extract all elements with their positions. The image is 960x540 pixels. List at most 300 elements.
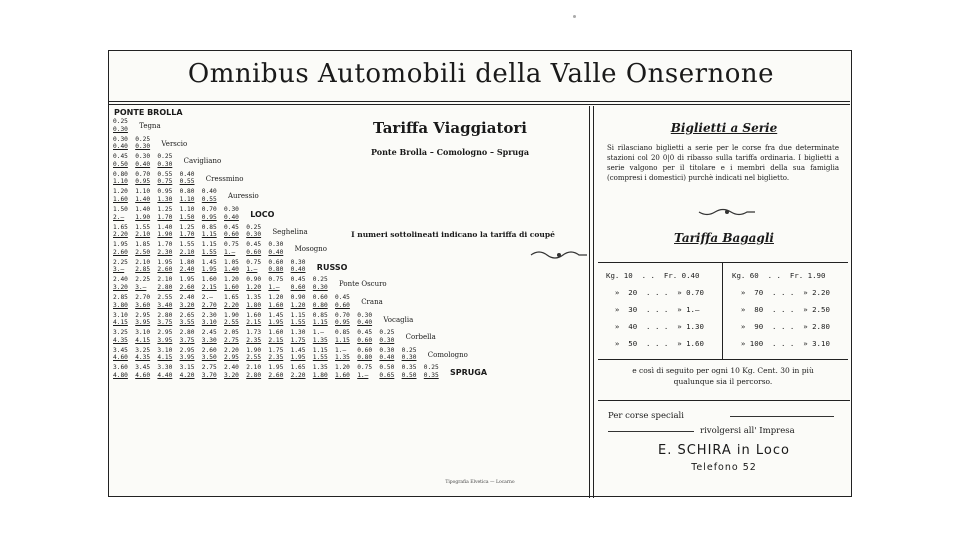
- fare-coupe: 1.70: [179, 231, 195, 239]
- fare-coupe: 0.75: [157, 178, 173, 186]
- fare-coupe: 0.40: [135, 160, 151, 168]
- fare-cell: [135, 259, 157, 274]
- fare-normal: 1.35: [246, 294, 262, 301]
- fare-normal: 2.80: [179, 329, 195, 337]
- fare-coupe: 4.40: [157, 371, 173, 379]
- baggage-row: Kg. 60 . . Fr. 1.90: [732, 271, 826, 280]
- fare-coupe: 1.60: [335, 371, 350, 379]
- fare-coupe: 1.20: [290, 301, 306, 309]
- fare-normal: 1.90: [224, 311, 239, 319]
- station-name: Cavigliano: [183, 157, 222, 166]
- fare-coupe: 2.85: [135, 266, 151, 274]
- baggage-note-line1: e così di seguito per ogni 10 Kg. Cent. 30 in più: [632, 366, 814, 375]
- station-name: Cressmino: [205, 174, 244, 183]
- fare-normal: 0.30: [268, 241, 284, 249]
- fare-normal: 0.90: [246, 276, 262, 284]
- fare-normal: 1.25: [179, 223, 195, 231]
- fare-cell: [157, 241, 179, 256]
- fare-coupe: 3.20: [224, 371, 239, 379]
- fare-normal: 3.10: [113, 311, 128, 319]
- fare-coupe: 3.50: [201, 354, 217, 362]
- fare-coupe: 0.60: [357, 336, 373, 344]
- fare-normal: 0.25: [246, 223, 262, 231]
- fare-coupe: 4.20: [179, 371, 195, 379]
- fare-normal: 3.10: [135, 329, 151, 337]
- fare-coupe: 3.95: [157, 336, 173, 344]
- fare-coupe: 2.80: [157, 283, 173, 291]
- fare-cell: [180, 364, 202, 379]
- bagagli-heading: Tariffa Bagagli: [674, 231, 774, 245]
- fare-normal: 0.90: [290, 294, 306, 301]
- fare-normal: 0.30: [113, 135, 128, 143]
- fare-coupe: 1.20: [246, 283, 262, 291]
- fare-normal: 1.50: [113, 206, 128, 213]
- fare-normal: 1.20: [268, 294, 284, 301]
- fare-coupe: 0.60: [290, 283, 306, 291]
- fare-normal: 2.60: [201, 346, 217, 354]
- fare-cell: [113, 206, 135, 221]
- fare-normal: 2.95: [157, 329, 173, 337]
- fare-coupe: 0.80: [357, 354, 373, 362]
- fare-coupe: 2.40: [179, 266, 195, 274]
- fare-cell: [246, 347, 268, 362]
- fare-normal: 2.20: [224, 346, 239, 354]
- fare-normal: 0.70: [135, 170, 151, 178]
- fare-cell: [246, 364, 268, 379]
- fare-normal: 1.20: [224, 276, 239, 284]
- fare-cell: [246, 312, 268, 327]
- fare-coupe: 1.30: [157, 195, 173, 203]
- fare-normal: 1.15: [290, 311, 306, 319]
- fare-normal: 1.65: [113, 223, 128, 231]
- fare-cell: [157, 347, 179, 362]
- fare-normal: 2.30: [201, 311, 217, 319]
- fare-coupe: 0.30: [113, 125, 128, 133]
- fare-normal: 0.85: [335, 329, 350, 337]
- fare-normal: 2.45: [201, 329, 217, 337]
- fare-cell: [135, 136, 157, 151]
- fare-coupe: 1.15: [312, 319, 328, 327]
- fare-cell: [135, 241, 157, 256]
- fare-cell: [224, 312, 246, 327]
- fare-cell: [357, 312, 379, 327]
- fare-normal: 0.75: [268, 276, 284, 284]
- fare-cell: [424, 364, 446, 379]
- baggage-note: [603, 365, 843, 387]
- fare-coupe: 0.60: [335, 301, 350, 309]
- fare-cell: [268, 259, 290, 274]
- fare-coupe: 1.95: [268, 319, 284, 327]
- baggage-row: Kg. 10 . . Fr. 0.40: [606, 271, 700, 280]
- fare-normal: 0.25: [379, 329, 395, 337]
- fare-coupe: 1.15: [201, 231, 217, 239]
- fare-normal: 0.80: [113, 170, 128, 178]
- fare-normal: 0.25: [312, 276, 328, 284]
- fare-normal: 3.60: [113, 364, 128, 372]
- first-station: PONTE BROLLA: [114, 108, 183, 117]
- fare-normal: 2.—: [201, 294, 213, 301]
- tariff-heading: Tariffa Viaggiatori: [372, 119, 528, 137]
- fill-line: [730, 416, 834, 417]
- fare-cell: [135, 171, 157, 186]
- fare-coupe: 0.55: [179, 178, 195, 186]
- fare-cell: [291, 276, 313, 291]
- fare-cell: [224, 294, 246, 309]
- station-name: RUSSO: [316, 262, 348, 272]
- fare-cell: [246, 259, 268, 274]
- fare-normal: 1.25: [157, 206, 173, 213]
- fare-normal: 0.30: [135, 153, 151, 161]
- fare-normal: 2.10: [246, 364, 262, 372]
- fare-normal: 0.35: [401, 364, 417, 372]
- fare-coupe: 1.55: [312, 354, 328, 362]
- fare-cell: [335, 347, 357, 362]
- fare-cell: [291, 259, 313, 274]
- station-name: LOCO: [250, 210, 275, 219]
- fare-cell: [180, 259, 202, 274]
- fare-normal: 1.20: [335, 364, 350, 372]
- fare-cell: [135, 364, 157, 379]
- fare-coupe: 2.55: [246, 354, 262, 362]
- fare-normal: 1.95: [268, 364, 284, 372]
- fare-cell: [224, 224, 246, 239]
- fare-normal: 3.15: [179, 364, 195, 372]
- fare-coupe: 2.10: [179, 248, 195, 256]
- fare-coupe: 0.65: [379, 371, 395, 379]
- fare-cell: [379, 364, 401, 379]
- fare-coupe: 0.40: [113, 143, 128, 151]
- fare-normal: 0.30: [379, 346, 395, 354]
- fare-normal: 3.45: [113, 346, 128, 354]
- fare-coupe: 2.75: [224, 336, 239, 344]
- fare-normal: 2.70: [135, 294, 151, 301]
- fare-coupe: 1.10: [179, 195, 195, 203]
- fare-cell: [313, 329, 335, 344]
- fare-coupe: 0.30: [157, 160, 173, 168]
- speck: [573, 15, 576, 18]
- fare-coupe: 1.60: [113, 195, 128, 203]
- column-divider: [589, 106, 590, 498]
- fare-coupe: 4.35: [113, 336, 128, 344]
- fare-coupe: 2.35: [246, 336, 262, 344]
- fare-normal: 1.60: [268, 329, 284, 337]
- fare-normal: 1.60: [246, 311, 262, 319]
- fare-cell: [268, 294, 290, 309]
- fare-coupe: 1.95: [290, 354, 306, 362]
- station-name: Tegna: [139, 122, 161, 130]
- fare-cell: [224, 241, 246, 256]
- fare-normal: 1.85: [135, 241, 151, 249]
- fare-normal: 1.—: [335, 346, 347, 354]
- fare-coupe: 0.50: [401, 371, 417, 379]
- fare-cell: [224, 347, 246, 362]
- fare-normal: 2.25: [113, 258, 128, 266]
- fare-cell: [113, 171, 135, 186]
- fare-coupe: 1.90: [157, 231, 173, 239]
- fare-coupe: 0.95: [335, 319, 350, 327]
- fare-normal: 0.40: [201, 188, 217, 196]
- fare-normal: 0.75: [246, 258, 262, 266]
- fare-normal: 0.60: [268, 258, 284, 266]
- fare-cell: [202, 347, 224, 362]
- fare-cell: [113, 118, 135, 133]
- fare-coupe: 2.55: [224, 319, 239, 327]
- fare-cell: [180, 294, 202, 309]
- fare-coupe: 2.60: [113, 248, 128, 256]
- fare-coupe: 0.60: [246, 248, 262, 256]
- fare-normal: 0.55: [157, 170, 173, 178]
- baggage-row: » 100 . . . » 3.10: [732, 339, 830, 348]
- fare-coupe: 3.30: [201, 336, 217, 344]
- fare-coupe: 3.—: [135, 283, 147, 291]
- fare-cell: [313, 294, 335, 309]
- fare-coupe: 1.50: [179, 213, 195, 221]
- fare-cell: [157, 171, 179, 186]
- fare-cell: [113, 364, 135, 379]
- fare-cell: [357, 347, 379, 362]
- fare-cell: [291, 364, 313, 379]
- fare-cell: [157, 153, 179, 168]
- fare-cell: [291, 294, 313, 309]
- fare-cell: [379, 329, 401, 344]
- fare-normal: 0.30: [224, 206, 239, 213]
- fare-cell: [313, 312, 335, 327]
- fare-coupe: 1.—: [224, 248, 236, 256]
- fare-normal: 0.45: [224, 223, 239, 231]
- route-label: Ponte Brolla – Comologno – Spruga: [370, 147, 530, 157]
- ornament-icon-2: [697, 206, 757, 218]
- fare-coupe: 1.35: [335, 354, 350, 362]
- fare-normal: 0.70: [335, 311, 350, 319]
- fare-coupe: 2.60: [179, 283, 195, 291]
- fare-cell: [313, 276, 335, 291]
- fare-coupe: 2.80: [246, 371, 262, 379]
- fare-cell: [157, 312, 179, 327]
- fare-normal: 1.20: [113, 188, 128, 196]
- fare-coupe: 1.80: [312, 371, 328, 379]
- fare-coupe: 0.40: [379, 354, 395, 362]
- baggage-row: » 80 . . . » 2.50: [732, 305, 830, 314]
- fare-cell: [246, 276, 268, 291]
- fare-cell: [268, 329, 290, 344]
- fare-normal: 0.95: [157, 188, 173, 196]
- fare-normal: 2.40: [113, 276, 128, 284]
- title-rule-thin: [109, 104, 850, 105]
- station-name: Comologno: [427, 350, 468, 359]
- fare-normal: 1.65: [290, 364, 306, 372]
- fare-coupe: 1.55: [201, 248, 217, 256]
- fare-cell: [157, 276, 179, 291]
- fare-cell: [202, 329, 224, 344]
- fare-normal: 3.25: [135, 346, 151, 354]
- station-name: Auressio: [228, 192, 259, 201]
- fare-cell: [157, 329, 179, 344]
- special-line1: Per corse speciali: [608, 411, 684, 421]
- fare-coupe: 4.15: [135, 336, 151, 344]
- station-name: Vocaglia: [383, 315, 414, 324]
- fare-coupe: 2.60: [157, 266, 173, 274]
- fare-cell: [313, 347, 335, 362]
- fare-normal: 1.10: [135, 188, 151, 196]
- fare-coupe: 3.20: [179, 301, 195, 309]
- fare-coupe: 1.—: [268, 283, 280, 291]
- fare-normal: 2.10: [135, 258, 151, 266]
- fare-coupe: 1.15: [335, 336, 350, 344]
- baggage-col-right: [724, 263, 848, 359]
- fare-cell: [224, 329, 246, 344]
- fare-cell: [202, 206, 224, 221]
- fare-cell: [180, 171, 202, 186]
- fare-cell: [113, 153, 135, 168]
- fare-normal: 3.45: [135, 364, 151, 372]
- fare-coupe: 3.55: [179, 319, 195, 327]
- fare-coupe: 4.15: [113, 319, 128, 327]
- fare-normal: 1.15: [201, 241, 217, 249]
- fare-coupe: 3.95: [135, 319, 151, 327]
- fare-normal: 1.95: [113, 241, 128, 249]
- fare-coupe: 2.20: [290, 371, 306, 379]
- fare-normal: 0.75: [224, 241, 239, 249]
- baggage-row: » 20 . . . » 0.70: [606, 288, 704, 297]
- fare-coupe: 2.35: [268, 354, 284, 362]
- baggage-table: [598, 262, 848, 360]
- fare-cell: [402, 347, 424, 362]
- fare-cell: [202, 294, 224, 309]
- fare-coupe: 0.60: [224, 231, 239, 239]
- fare-cell: [113, 329, 135, 344]
- fare-coupe: 0.40: [290, 266, 306, 274]
- fare-normal: 2.05: [224, 329, 239, 337]
- fare-coupe: 0.80: [268, 266, 284, 274]
- fare-normal: 0.25: [157, 153, 173, 161]
- fare-normal: 1.55: [135, 223, 151, 231]
- fare-coupe: 2.20: [224, 301, 239, 309]
- fare-normal: 2.10: [157, 276, 173, 284]
- fare-normal: 1.65: [224, 294, 239, 301]
- company-name: E. SCHIRA in Loco: [657, 443, 790, 458]
- fare-cell: [180, 241, 202, 256]
- fare-coupe: 1.55: [290, 319, 306, 327]
- fare-coupe: 3.75: [157, 319, 173, 327]
- fare-cell: [268, 347, 290, 362]
- station-name: Ponte Oscuro: [339, 280, 387, 289]
- fare-coupe: 0.40: [268, 248, 284, 256]
- fare-cell: [157, 294, 179, 309]
- fare-cell: [313, 364, 335, 379]
- fare-coupe: 2.10: [135, 231, 151, 239]
- baggage-divider: [722, 263, 723, 359]
- fare-normal: 0.30: [357, 311, 373, 319]
- fare-coupe: 0.30: [135, 143, 151, 151]
- fare-cell: [202, 259, 224, 274]
- fare-cell: [113, 347, 135, 362]
- fare-normal: 1.45: [290, 346, 306, 354]
- fare-cell: [113, 312, 135, 327]
- fare-coupe: 2.95: [224, 354, 239, 362]
- fare-cell: [135, 188, 157, 203]
- station-name: Seghelina: [272, 227, 308, 236]
- fare-cell: [402, 364, 424, 379]
- fare-cell: [246, 224, 268, 239]
- fare-cell: [113, 188, 135, 203]
- fare-cell: [335, 294, 357, 309]
- fare-coupe: 1.40: [135, 195, 151, 203]
- baggage-row: » 90 . . . » 2.80: [732, 322, 830, 331]
- fare-coupe: 1.40: [224, 266, 239, 274]
- fare-normal: 1.90: [246, 346, 262, 354]
- coupe-note: I numeri sottolineati indicano la tariffa di coupé: [351, 230, 555, 239]
- fare-normal: 0.25: [113, 118, 128, 125]
- fare-cell: [157, 206, 179, 221]
- printer-credit: Tipografia Elvetica — Locarno: [445, 480, 515, 485]
- fare-cell: [135, 224, 157, 239]
- fare-cell: [113, 276, 135, 291]
- fare-normal: 0.45: [357, 329, 373, 337]
- fare-normal: 1.10: [179, 206, 195, 213]
- phone-number: Telefono 52: [691, 462, 757, 473]
- fare-normal: 0.45: [113, 153, 128, 161]
- fare-cell: [157, 224, 179, 239]
- fare-cell: [224, 364, 246, 379]
- fare-coupe: 3.—: [113, 266, 125, 274]
- fare-coupe: 0.30: [312, 283, 328, 291]
- fare-normal: 2.65: [179, 311, 195, 319]
- station-name: Mosogno: [294, 245, 327, 254]
- fare-normal: 0.85: [201, 223, 217, 231]
- fare-coupe: 4.35: [135, 354, 151, 362]
- fare-normal: 1.45: [201, 258, 217, 266]
- fare-normal: 0.30: [290, 258, 306, 266]
- baggage-row: » 30 . . . » 1.—: [606, 305, 700, 314]
- fare-normal: 0.25: [135, 135, 151, 143]
- fare-normal: 0.40: [179, 170, 195, 178]
- fare-coupe: 2.30: [157, 248, 173, 256]
- fare-normal: 1.80: [179, 258, 195, 266]
- fare-cell: [135, 294, 157, 309]
- fare-coupe: 4.60: [135, 371, 151, 379]
- station-name: SPRUGA: [450, 368, 488, 378]
- fare-cell: [135, 206, 157, 221]
- fare-cell: [268, 241, 290, 256]
- fare-cell: [202, 224, 224, 239]
- station-name: Verscio: [161, 139, 188, 148]
- fare-cell: [202, 364, 224, 379]
- fare-cell: [157, 188, 179, 203]
- fare-normal: 0.25: [423, 364, 439, 372]
- fare-coupe: 3.95: [179, 354, 195, 362]
- fare-cell: [180, 276, 202, 291]
- fare-cell: [268, 312, 290, 327]
- fare-coupe: 1.95: [201, 266, 217, 274]
- baggage-col-left: [598, 263, 722, 359]
- special-line2: rivolgersi all' Impresa: [700, 426, 795, 436]
- fare-cell: [180, 206, 202, 221]
- fare-normal: 3.25: [113, 329, 128, 337]
- fare-normal: 0.50: [379, 364, 395, 372]
- fare-cell: [113, 259, 135, 274]
- baggage-note-line2: qualunque sia il percorso.: [673, 377, 773, 386]
- fare-cell: [180, 312, 202, 327]
- fare-coupe: 2.60: [268, 371, 284, 379]
- fare-cell: [379, 347, 401, 362]
- fare-normal: 0.85: [312, 311, 328, 319]
- fare-coupe: 2.15: [268, 336, 284, 344]
- fare-normal: 1.—: [312, 329, 324, 337]
- fare-normal: 2.25: [135, 276, 151, 284]
- fare-coupe: 0.95: [201, 213, 217, 221]
- fare-cell: [202, 241, 224, 256]
- fare-cell: [180, 188, 202, 203]
